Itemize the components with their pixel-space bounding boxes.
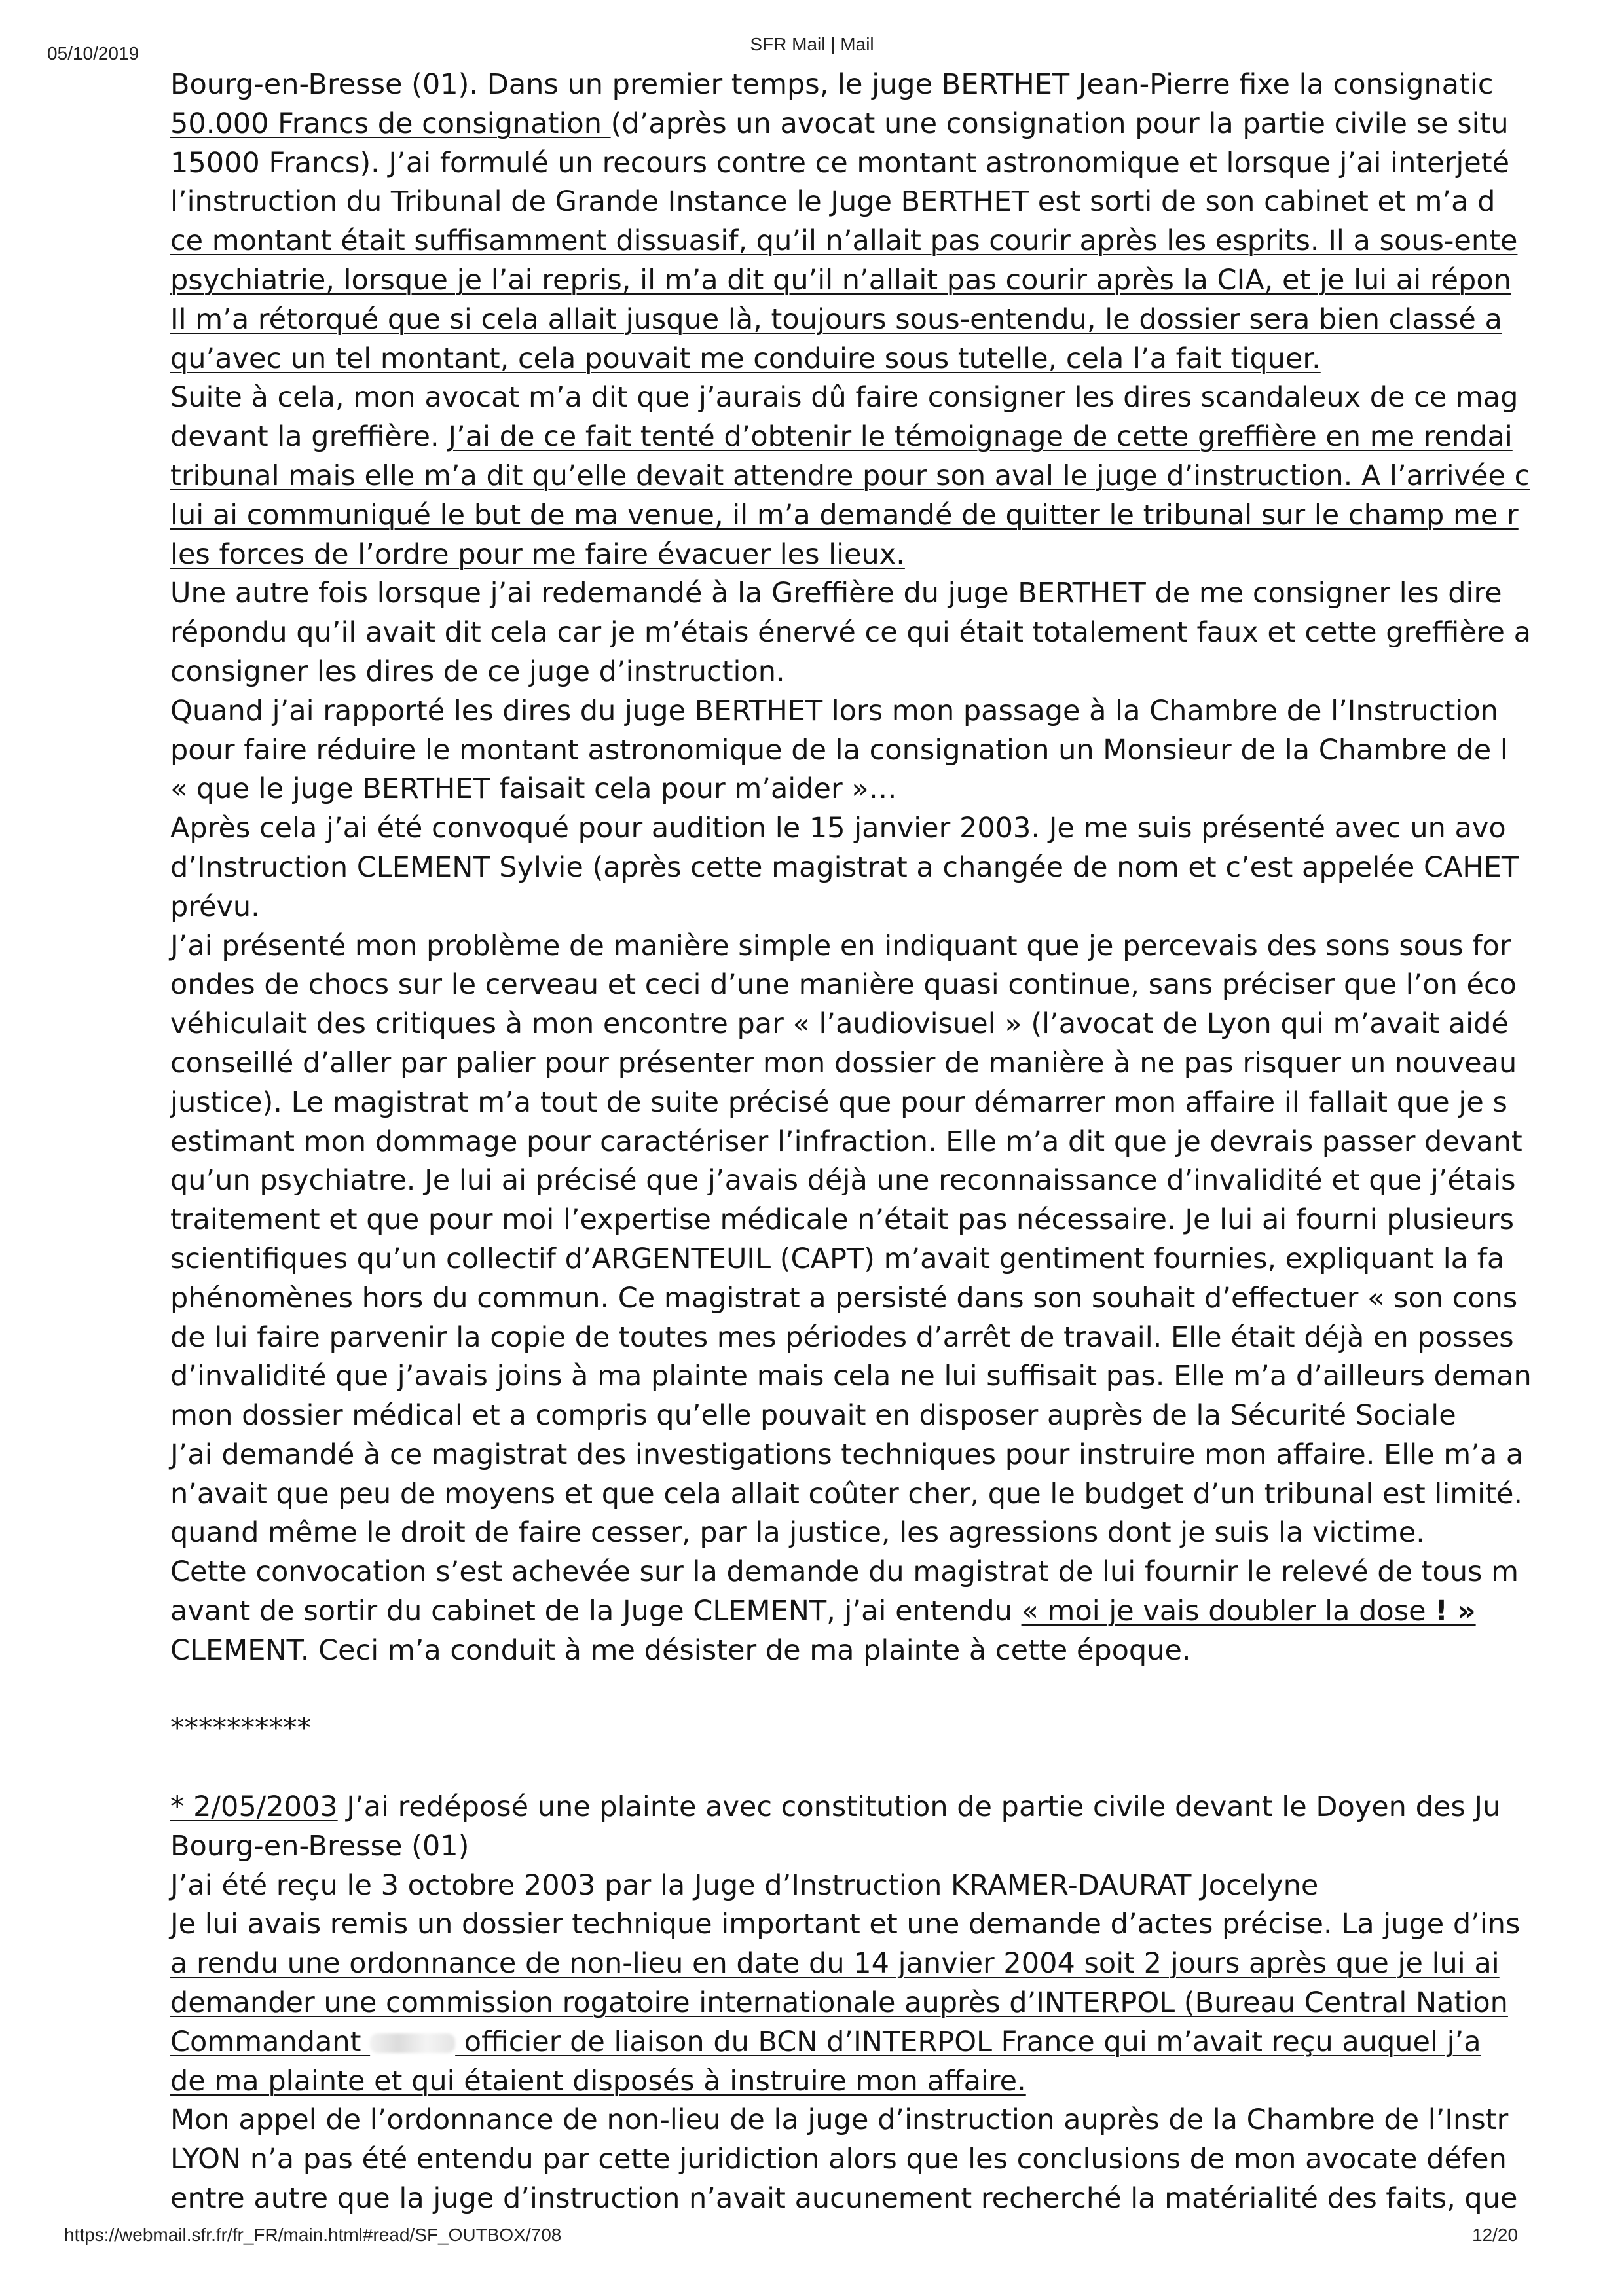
redacted-name [370, 2033, 455, 2053]
text-segment: phénomènes hors du commun. Ce magistrat a persisté dans son souhait d’effectuer « son cons [170, 1281, 1518, 1315]
text-line [170, 261, 1545, 301]
text-segment: ondes de chocs sur le cerveau et ceci d’une manière quasi continue, sans préciser que l’on éco [170, 968, 1517, 1002]
text-segment: « moi je vais doubler la dose [1021, 1595, 1435, 1628]
text-line [170, 144, 1545, 183]
text-segment: lui ai communiqué le but de ma venue, il m’a demandé de quitter le tribunal sur le champ me r [170, 498, 1519, 532]
text-segment: * 2/05/2003 [170, 1791, 338, 1824]
text-segment: devant la greffière. [170, 420, 449, 454]
page-header-title: SFR Mail | Mail [750, 34, 874, 54]
footer-url: https://webmail.sfr.fr/fr_FR/main.html#read/SF_OUTBOX/708 [64, 2225, 562, 2245]
text-line [170, 340, 1545, 379]
text-line [170, 222, 1545, 261]
text-line [170, 1396, 1545, 1436]
text-line [170, 692, 1545, 731]
text-segment: « que le juge BERTHET faisait cela pour m’aider »… [170, 773, 897, 806]
text-segment: CLEMENT. Ceci m’a conduit à me désister de ma plainte à cette époque. [170, 1633, 1191, 1667]
text-segment: Suite à cela, mon avocat m’a dit que j’aurais dû faire consigner les dires scandaleux de ce mag [170, 381, 1519, 414]
letter-body [170, 65, 1545, 2215]
blank-line [170, 1749, 1545, 1788]
text-line [170, 496, 1545, 536]
text-segment: Mon appel de l’ordonnance de non-lieu de la juge d’instruction auprès de la Chambre de l’Instr [170, 2104, 1509, 2137]
text-line [170, 457, 1545, 496]
text-line [170, 1005, 1545, 1044]
text-line [170, 1161, 1545, 1201]
blank-line [170, 1671, 1545, 1710]
text-segment: tribunal mais elle m’a dit qu’elle devait attendre pour son aval le juge d’instruction. A l’arrivée c [170, 459, 1530, 492]
text-line [170, 574, 1545, 613]
text-segment: J’ai été reçu le 3 octobre 2003 par la Juge d’Instruction KRAMER-DAURAT Jocelyne [170, 1868, 1319, 1902]
text-segment: véhiculait des critiques à mon encontre par « l’audiovisuel » (l’avocat de Lyon qui m’avait aidé [170, 1008, 1509, 1041]
text-line [170, 105, 1545, 144]
text-line [170, 2062, 1545, 2102]
text-segment: officier de liaison du BCN d’INTERPOL France qui m’avait reçu auquel j’a [455, 2025, 1481, 2058]
text-segment: l’instruction du Tribunal de Grande Instance le Juge BERTHET est sorti de son cabinet et m’a d [170, 185, 1496, 219]
text-line [170, 1788, 1545, 1827]
text-line [170, 1631, 1545, 1671]
text-segment: entre autre que la juge d’instruction n’avait aucunement recherché la matérialité des faits, que [170, 2182, 1518, 2215]
text-segment: estimant mon dommage pour caractériser l’infraction. Elle m’a dit que je devrais passer devant [170, 1125, 1522, 1158]
text-line [170, 1475, 1545, 1514]
text-line [170, 1944, 1545, 1984]
text-line [170, 1201, 1545, 1240]
text-segment: n’avait que peu de moyens et que cela allait coûter cher, que le budget d’un tribunal est limité. [170, 1477, 1523, 1510]
text-segment: Commandant [170, 2025, 371, 2058]
text-segment: (d’après un avocat une consignation pour la partie civile se situ [610, 107, 1509, 140]
print-date: 05/10/2019 [47, 43, 139, 64]
text-segment: traitement et que pour moi l’expertise médicale n’était pas nécessaire. Je lui ai fourni plusieurs [170, 1203, 1515, 1237]
text-line [170, 1319, 1545, 1358]
text-line [170, 301, 1545, 340]
text-line [170, 653, 1545, 692]
text-segment: Après cela j’ai été convoqué pour audition le 15 janvier 2003. Je me suis présenté avec un avo [170, 812, 1506, 845]
text-segment: Cette convocation s’est achevée sur la demande du magistrat de lui fournir le relevé de tous m [170, 1556, 1519, 1589]
text-segment: demander une commission rogatoire internationale auprès d’INTERPOL (Bureau Central Nation [170, 1986, 1508, 2020]
text-line [170, 1592, 1545, 1631]
text-line [170, 1514, 1545, 1553]
text-line [170, 2179, 1545, 2219]
text-segment: J’ai de ce fait tenté d’obtenir le témoignage de cette greffière en me rendai [448, 420, 1513, 454]
text-segment: J’ai demandé à ce magistrat des investigations techniques pour instruire mon affaire. Elle m’a a [170, 1438, 1524, 1471]
text-line [170, 770, 1545, 809]
text-segment: répondu qu’il avait dit cela car je m’étais énervé ce qui était totalement faux et cette greffière a [170, 616, 1532, 649]
text-segment: ce montant était suffisamment dissuasif, qu’il n’allait pas courir après les esprits. Il a sous-ente [170, 225, 1518, 258]
text-line [170, 731, 1545, 771]
text-line [170, 1867, 1545, 1906]
text-line [170, 1279, 1545, 1319]
text-segment: psychiatrie, lorsque je l’ai repris, il m’a dit qu’il n’allait pas courir après la CIA, et je lui ai répon [170, 263, 1511, 297]
text-segment: ********** [170, 1712, 311, 1745]
text-line [170, 1240, 1545, 1279]
text-line [170, 613, 1545, 653]
text-line [170, 1084, 1545, 1123]
text-segment: de lui faire parvenir la copie de toutes mes périodes d’arrêt de travail. Elle était déjà en posses [170, 1321, 1514, 1354]
text-line [170, 848, 1545, 888]
text-segment: Il m’a rétorqué que si cela allait jusque là, toujours sous-entendu, le dossier sera bien classé a [170, 302, 1502, 336]
text-line [170, 183, 1545, 222]
text-segment: qu’avec un tel montant, cela pouvait me conduire sous tutelle, cela l’a fait tiquer. [170, 342, 1321, 375]
text-segment: scientifiques qu’un collectif d’ARGENTEUIL (CAPT) m’avait gentiment fournies, expliquant la fa [170, 1242, 1505, 1275]
text-segment: LYON n’a pas été entendu par cette juridiction alors que les conclusions de mon avocate défen [170, 2143, 1507, 2176]
text-line [170, 1905, 1545, 1944]
text-line [170, 1357, 1545, 1396]
text-segment: pour faire réduire le montant astronomique de la consignation un Monsieur de la Chambre de l [170, 733, 1508, 767]
text-segment: d’invalidité que j’avais joins à ma plainte mais cela ne lui suffisait pas. Elle m’a d’ailleurs deman [170, 1360, 1532, 1393]
text-segment: 50.000 Francs de consignation [170, 107, 611, 140]
text-segment: J’ai redéposé une plainte avec constitution de partie civile devant le Doyen des Ju [337, 1791, 1501, 1824]
text-segment: justice). Le magistrat m’a tout de suite précisé que pour démarrer mon affaire il fallait que je s [170, 1085, 1507, 1119]
text-line [170, 809, 1545, 848]
text-line [170, 2140, 1545, 2179]
text-line [170, 1436, 1545, 1475]
text-segment: mon dossier médical et a compris qu’elle pouvait en disposer auprès de la Sécurité Sociale [170, 1399, 1456, 1432]
text-line [170, 927, 1545, 966]
text-line [170, 2101, 1545, 2140]
page-number: 12/20 [1472, 2225, 1519, 2245]
text-line [170, 536, 1545, 575]
text-segment: les forces de l’ordre pour me faire évacuer les lieux. [170, 538, 905, 571]
text-segment: ! » [1435, 1595, 1476, 1628]
text-line [170, 1553, 1545, 1592]
text-segment: Bourg-en-Bresse (01). Dans un premier temps, le juge BERTHET Jean-Pierre fixe la consignatic [170, 68, 1494, 101]
text-segment: Une autre fois lorsque j’ai redemandé à la Greffière du juge BERTHET de me consigner les dire [170, 577, 1502, 610]
text-line [170, 1123, 1545, 1162]
text-segment: Bourg-en-Bresse (01) [170, 1829, 470, 1863]
text-segment: prévu. [170, 890, 260, 923]
text-segment: d’Instruction CLEMENT Sylvie (après cette magistrat a changée de nom et c’est appelée CAHET [170, 850, 1519, 884]
text-line [170, 1044, 1545, 1084]
text-line [170, 2023, 1545, 2062]
text-segment: consigner les dires de ce juge d’instruction. [170, 655, 785, 688]
text-line [170, 1709, 1545, 1749]
text-line [170, 65, 1545, 105]
text-line [170, 1827, 1545, 1867]
text-line [170, 966, 1545, 1005]
text-line [170, 1984, 1545, 2023]
text-line [170, 418, 1545, 457]
text-segment: quand même le droit de faire cesser, par la justice, les agressions dont je suis la victime. [170, 1516, 1425, 1550]
text-segment: 15000 Francs). J’ai formulé un recours contre ce montant astronomique et lorsque j’ai interjeté [170, 146, 1510, 179]
text-segment: conseillé d’aller par palier pour présenter mon dossier de manière à ne pas risquer un nouveau [170, 1046, 1517, 1080]
text-segment: avant de sortir du cabinet de la Juge CLEMENT, j’ai entendu [170, 1595, 1022, 1628]
text-segment: Quand j’ai rapporté les dires du juge BERTHET lors mon passage à la Chambre de l’Instruction [170, 694, 1498, 727]
text-segment: a rendu une ordonnance de non-lieu en date du 14 janvier 2004 soit 2 jours après que je lui ai [170, 1947, 1500, 1980]
text-segment: qu’un psychiatre. Je lui ai précisé que j’avais déjà une reconnaissance d’invalidité et que j’étais [170, 1164, 1516, 1197]
text-segment: de ma plainte et qui étaient disposés à instruire mon affaire. [170, 2064, 1026, 2098]
text-segment: J’ai présenté mon problème de manière simple en indiquant que je percevais des sons sous for [170, 929, 1511, 962]
text-line [170, 378, 1545, 418]
text-line [170, 888, 1545, 927]
text-segment: Je lui avais remis un dossier technique important et une demande d’actes précise. La juge d’ins [170, 1908, 1521, 1941]
